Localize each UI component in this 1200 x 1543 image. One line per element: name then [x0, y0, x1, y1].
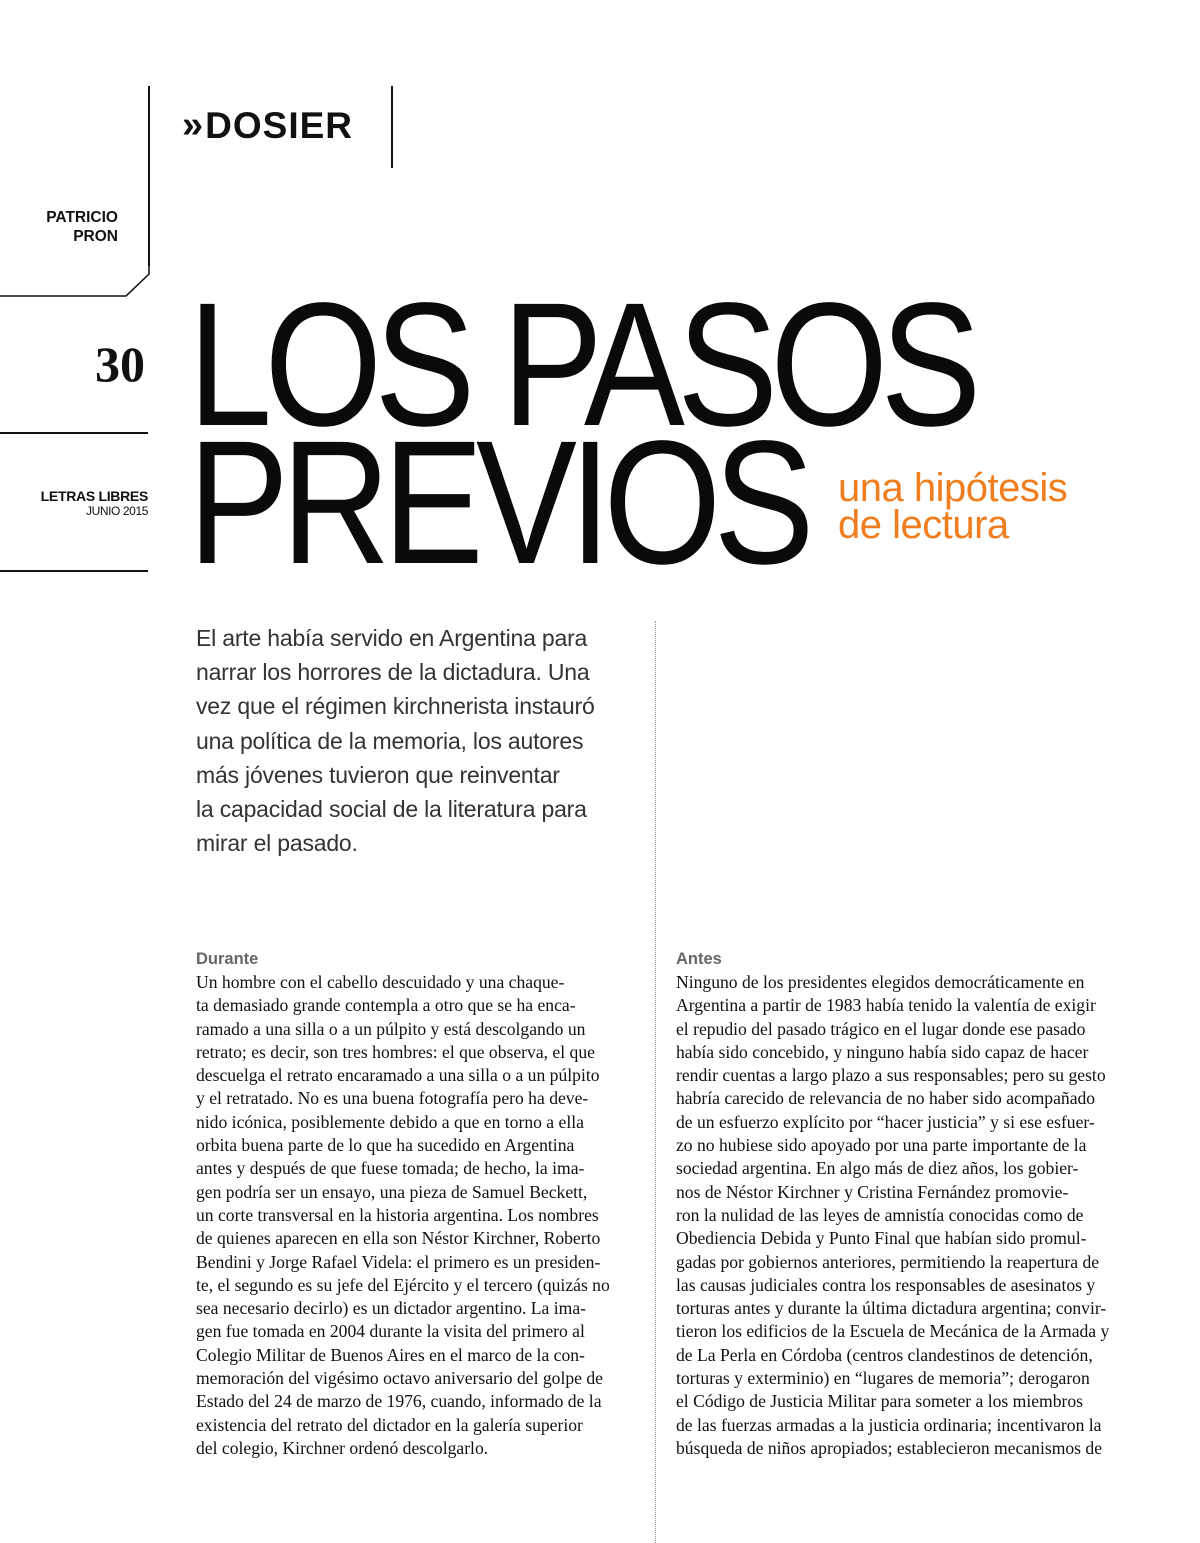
- body-text-line: orbita buena parte de lo que ha sucedido en Argentina: [196, 1135, 575, 1156]
- body-text-line: ron la nulidad de las leyes de amnistía conocidas como de: [676, 1204, 1084, 1225]
- body-text-line: había sido concebido, y ninguno había sido capaz de hacer: [676, 1041, 1089, 1062]
- right-column: [676, 947, 1116, 1460]
- chevron-right-icon: »: [182, 104, 198, 146]
- body-text-line: sea necesario decirlo) es un dictador argentino. La ima-: [196, 1298, 586, 1319]
- body-text-line: del colegio, Kirchner ordenó descolgarlo.: [196, 1437, 489, 1458]
- article-subtitle: [838, 466, 1068, 547]
- body-text-line: de un esfuerzo explícito por “hacer justicia” y si ese esfuer-: [676, 1111, 1095, 1132]
- body-text-line: Ninguno de los presidentes elegidos democráticamente en: [676, 972, 1085, 992]
- body-text-line: te, el segundo es su jefe del Ejército y el tercero (quizás no: [196, 1274, 610, 1295]
- body-text-line: Obediencia Debida y Punto Final que habían sido promul-: [676, 1228, 1087, 1249]
- body-text-line: existencia del retrato del dictador en la galería superior: [196, 1414, 583, 1435]
- rail-vertical-rule: [148, 86, 150, 266]
- section-tag: [182, 104, 353, 147]
- publication-name: LETRAS LIBRES: [40, 488, 148, 504]
- publication-info: [41, 489, 148, 518]
- body-text-line: el Código de Justicia Militar para someter a los miembros: [676, 1391, 1084, 1412]
- body-text-line: gen podría ser un ensayo, una pieza de Samuel Beckett,: [196, 1181, 588, 1202]
- rail-corner-rule: [0, 262, 150, 298]
- right-column-text: [676, 971, 1116, 1460]
- body-text-line: Colegio Militar de Buenos Aires en el marco de la con-: [196, 1344, 585, 1365]
- body-text-line: memoración del vigésimo octavo aniversario del golpe de: [196, 1368, 603, 1389]
- body-text-line: Un hombre con el cabello descuidado y una chaque-: [196, 972, 565, 992]
- author-last-name: PRON: [73, 228, 118, 245]
- body-text-line: ramado a una silla o a un púlpito y está descolgando un: [196, 1018, 586, 1039]
- left-column: [196, 947, 636, 1460]
- lead-line: más jóvenes tuvieron que reinventar: [196, 761, 560, 788]
- lead-line: vez que el régimen kirchnerista instauró: [196, 693, 595, 720]
- author-first-name: PATRICIO: [46, 209, 118, 226]
- rail-rule-top: [0, 432, 148, 434]
- body-text-line: nos de Néstor Kirchner y Cristina Fernández promovie-: [676, 1181, 1069, 1202]
- headline-line-1: LOS PASOS: [188, 267, 974, 463]
- lead-line: una política de la memoria, los autores: [196, 727, 584, 754]
- body-text-line: torturas antes y durante la última dictadura argentina; convir-: [676, 1298, 1107, 1319]
- body-text-line: y el retratado. No es una buena fotografía pero ha deve-: [196, 1088, 589, 1109]
- rail-rule-bottom: [0, 570, 148, 572]
- body-text-line: tieron los edificios de la Escuela de Mecánica de la Armada y: [676, 1321, 1110, 1342]
- article-lead: [196, 621, 626, 860]
- body-text-line: descuelga el retrato encaramado a una silla o a un púlpito: [196, 1065, 600, 1086]
- left-column-text: [196, 971, 636, 1460]
- right-column-heading: Antes: [676, 950, 722, 968]
- body-text-line: retrato; es decir, son tres hombres: el que observa, el que: [196, 1041, 595, 1062]
- body-text-line: rendir cuentas a largo plazo a sus responsables; pero su gesto: [676, 1065, 1106, 1086]
- body-text-line: de La Perla en Córdoba (centros clandestinos de detención,: [676, 1344, 1093, 1365]
- lead-line: mirar el pasado.: [196, 830, 358, 857]
- body-text-line: de las fuerzas armadas a la justicia ordinaria; incentivaron la: [676, 1414, 1102, 1435]
- section-label: DOSIER: [205, 104, 353, 146]
- section-rule: [391, 86, 393, 168]
- publication-date: JUNIO 2015: [85, 504, 148, 518]
- lead-line: El arte había servido en Argentina para: [196, 625, 588, 651]
- author-byline: [46, 208, 118, 246]
- body-text-line: Argentina a partir de 1983 había tenido la valentía de exigir: [676, 995, 1096, 1016]
- subtitle-line-1: una hipótesis: [838, 466, 1068, 510]
- column-divider: [655, 621, 656, 1543]
- body-text-line: gen fue tomada en 2004 durante la visita del primero al: [196, 1321, 585, 1342]
- subtitle-line-2: de lectura: [838, 503, 1009, 547]
- lead-line: la capacidad social de la literatura para: [196, 796, 587, 823]
- body-text-line: zo no hubiese sido apoyado por una parte importante de la: [676, 1135, 1087, 1156]
- body-text-line: Bendini y Jorge Rafael Videla: el primero es un presiden-: [196, 1251, 601, 1272]
- page-number: 30: [95, 336, 145, 392]
- body-text-line: de quienes aparecen en ella son Néstor Kirchner, Roberto: [196, 1228, 601, 1249]
- body-text-line: torturas y exterminio) en “lugares de memoria”; derogaron: [676, 1368, 1090, 1389]
- headline-line-2: PREVIOS: [188, 405, 807, 601]
- body-text-line: un corte transversal en la historia argentina. Los nombres: [196, 1204, 599, 1225]
- body-text-line: ta demasiado grande contempla a otro que se ha enca-: [196, 995, 576, 1016]
- body-text-line: habría carecido de relevancia de no haber sido acompañado: [676, 1088, 1096, 1109]
- body-text-line: el repudio del pasado trágico en el lugar donde ese pasado: [676, 1018, 1086, 1039]
- lead-line: narrar los horrores de la dictadura. Una: [196, 659, 590, 686]
- body-text-line: Estado del 24 de marzo de 1976, cuando, informado de la: [196, 1391, 602, 1412]
- left-column-heading: Durante: [196, 950, 259, 968]
- body-text-line: búsqueda de niños apropiados; establecieron mecanismos de: [676, 1437, 1103, 1458]
- body-text-line: nido icónica, posiblemente debido a que en torno a ella: [196, 1111, 584, 1132]
- body-text-line: antes y después de que fuese tomada; de hecho, la ima-: [196, 1158, 585, 1179]
- body-text-line: gadas por gobiernos anteriores, permitiendo la reapertura de: [676, 1251, 1100, 1272]
- body-text-line: sociedad argentina. En algo más de diez años, los gobier-: [676, 1158, 1079, 1179]
- body-text-line: las causas judiciales contra los responsables de asesinatos y: [676, 1274, 1096, 1295]
